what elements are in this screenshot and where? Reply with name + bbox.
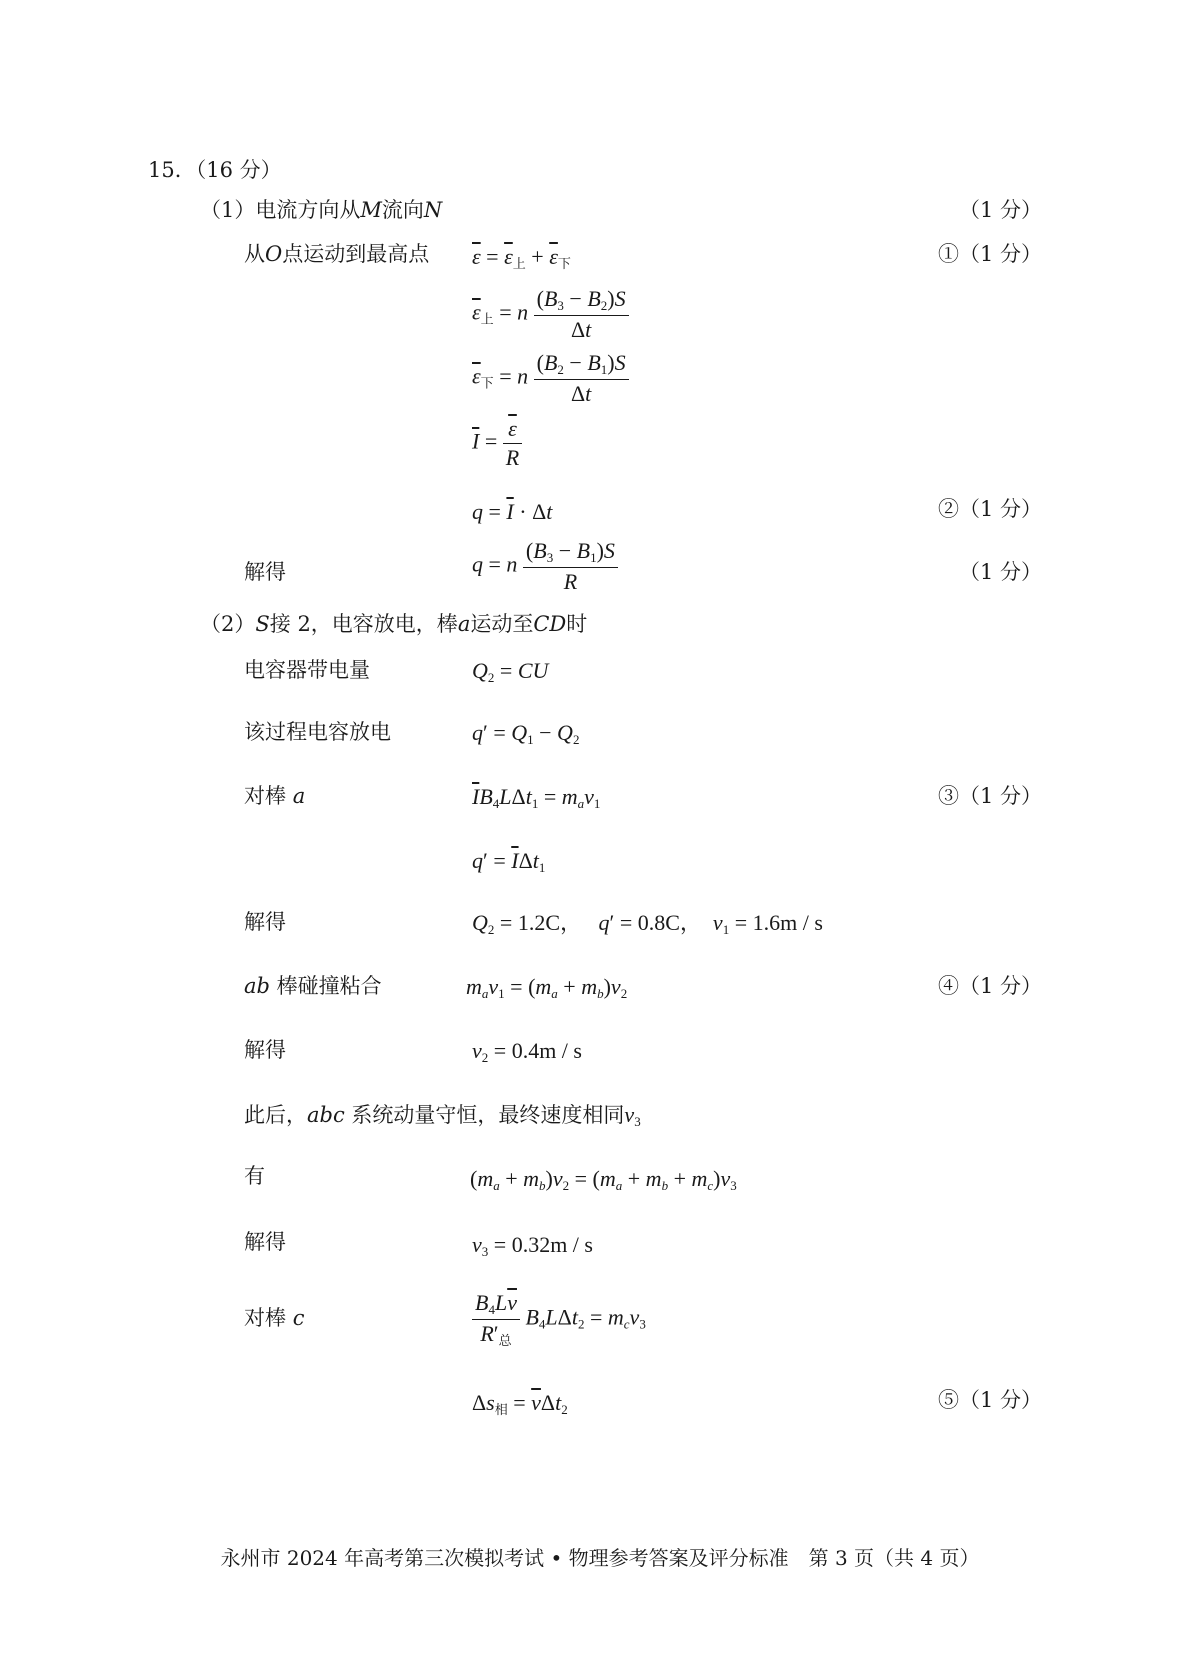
part1-solve-score: （1 分） bbox=[958, 560, 1042, 584]
eq-Q2: $Q_2$ = CU bbox=[472, 658, 549, 685]
var-rod-c: c bbox=[292, 1306, 305, 1330]
label-rod-a bbox=[244, 786, 305, 807]
var-M: M bbox=[360, 198, 382, 222]
eq-impulse-c: $\frac{B_4L\overline{v}}{R'_总}$ $B_4L\Delta t_2 = m_cv_3$ bbox=[472, 1292, 646, 1347]
label-rod-c-text: 对棒 bbox=[244, 1306, 286, 1330]
line2-pre: 从 bbox=[244, 242, 265, 266]
var-CD: CD bbox=[533, 612, 567, 636]
page-footer: 永州市 2024 年高考第三次模拟考试 • 物理参考答案及评分标准 第 3 页（共 4 页） bbox=[220, 1546, 980, 1570]
part1-heading-mid: 流向 bbox=[381, 198, 424, 222]
eq-emf-lower: $\overline{\varepsilon}_下 = n$ $\frac{(B_2 - B_1)S}{\Delta t}$ bbox=[472, 352, 629, 405]
part1-heading bbox=[200, 200, 442, 221]
part2-heading-mid1: 接 2，电容放电，棒 bbox=[269, 612, 458, 636]
result-v3: 0.32m / s bbox=[511, 1232, 593, 1257]
eq-q-prime-2: $q' = \overline{I}\Delta t_1$ bbox=[472, 848, 546, 875]
var-O: O bbox=[265, 242, 283, 266]
eq-charge-result: q = n $\frac{(B_3 - B_1)S}{R}$ bbox=[472, 540, 618, 593]
var-a: a bbox=[457, 612, 471, 636]
label-discharge: 该过程电容放电 bbox=[244, 720, 391, 744]
eq-emf-total: $\overline{\varepsilon} = \overline{\varepsilon}_上 + \overline{\varepsilon}_下$ bbox=[472, 244, 571, 271]
label-charge: 电容器带电量 bbox=[244, 658, 370, 682]
eq-results-1: $Q_2 = 1.2C$， q′ = 0.8C， $v_1 = 1.6m / s$ bbox=[472, 910, 823, 937]
eq-emf-upper: $\overline{\varepsilon}_上 = n$ $\frac{(B_3 - B_2)S}{\Delta t}$ bbox=[472, 288, 629, 341]
part1-line2 bbox=[244, 244, 429, 265]
label-have: 有 bbox=[244, 1164, 265, 1188]
part1-solve-label: 解得 bbox=[244, 560, 286, 584]
label-solve-3: 解得 bbox=[244, 1230, 286, 1254]
label-rod-a-text: 对棒 bbox=[244, 784, 286, 808]
score-3: ③（1 分） bbox=[937, 784, 1042, 808]
result-Q2: 1.2C， bbox=[517, 910, 582, 935]
problem-number-text: 15． bbox=[148, 158, 196, 182]
eq-momentum-abc: $(m_a + m_b)v_2 = (m_a + m_b + m_c)v_3$ bbox=[470, 1166, 737, 1193]
score-1: ①（1 分） bbox=[937, 242, 1042, 266]
label-solve-1: 解得 bbox=[244, 910, 286, 934]
var-S: S bbox=[255, 612, 270, 636]
eq-charge: $q = \overline{I} \cdot \Delta t$ bbox=[472, 499, 553, 524]
eq-current: $\overline{I}$ = $\frac{\overline{\varepsilon}}{R}$ bbox=[472, 418, 522, 469]
part2-heading-end: 时 bbox=[566, 612, 588, 636]
var-N: N bbox=[423, 198, 443, 222]
result-q: 0.8C， bbox=[637, 910, 702, 935]
part2-heading-mid2: 运动至 bbox=[470, 612, 534, 636]
eq-impulse-a: $\overline{I}B_4L\Delta t_1 = m_av_1$ bbox=[472, 784, 601, 811]
eq-v2: $v_2 = 0.4m / s$ bbox=[472, 1038, 582, 1065]
part2-heading bbox=[200, 614, 587, 635]
eq-relative-displacement: $\Delta s_相 = \overline{v}\Delta t_2$ bbox=[472, 1390, 568, 1417]
result-v2: 0.4m / s bbox=[511, 1038, 582, 1063]
var-rod-a: a bbox=[292, 784, 306, 808]
problem-points: （16 分） bbox=[195, 158, 282, 182]
eq-collision: $m_av_1 = (m_a + m_b)v_2$ bbox=[466, 974, 628, 1001]
score-5: ⑤（1 分） bbox=[937, 1388, 1042, 1412]
eq-v3: $v_3 = 0.32m / s$ bbox=[472, 1232, 593, 1259]
score-4: ④（1 分） bbox=[937, 974, 1042, 998]
after-post: 系统动量守恒，最终速度相同 bbox=[351, 1103, 625, 1127]
var-abc: abc bbox=[307, 1103, 345, 1127]
label-solve-2: 解得 bbox=[244, 1038, 286, 1062]
var-ab: ab bbox=[244, 974, 270, 998]
part1-heading-score: （1 分） bbox=[958, 198, 1042, 222]
score-2: ②（1 分） bbox=[937, 497, 1042, 521]
label-ab-text: 棒碰撞粘合 bbox=[276, 974, 382, 998]
label-ab bbox=[244, 976, 382, 997]
after-pre: 此后， bbox=[244, 1103, 307, 1127]
part2-heading-pre: （2） bbox=[200, 612, 256, 636]
result-v1: 1.6m / s bbox=[752, 910, 823, 935]
line-after: 此后，abc 系统动量守恒，最终速度相同$v_3$ bbox=[244, 1102, 641, 1129]
eq-q-prime: $q' = Q_1 - Q_2$ bbox=[472, 720, 580, 747]
part1-heading-text: （1）电流方向从 bbox=[200, 198, 361, 222]
label-rod-c bbox=[244, 1308, 304, 1329]
line2-post: 点运动到最高点 bbox=[282, 242, 430, 266]
problem-number bbox=[148, 160, 282, 181]
